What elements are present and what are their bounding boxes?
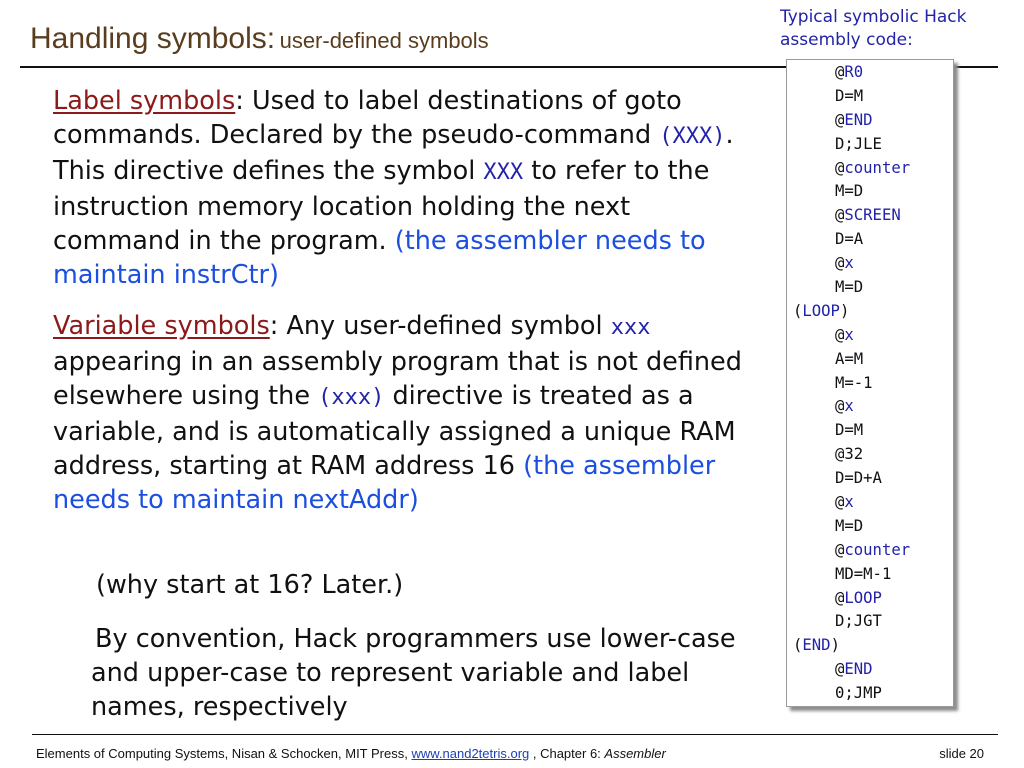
code-line: @x bbox=[835, 493, 854, 512]
code-token: (XXX) bbox=[659, 124, 726, 149]
code-symbol: x bbox=[844, 325, 854, 344]
code-line: @x bbox=[835, 254, 854, 273]
code-line: @x bbox=[835, 397, 854, 416]
code-symbol: R0 bbox=[844, 63, 864, 81]
code-hint bbox=[780, 6, 966, 52]
code-symbol: x bbox=[844, 254, 854, 273]
code-line: MD=M-1 bbox=[835, 564, 892, 583]
code-line: @SCREEN bbox=[835, 206, 901, 225]
variable-symbols-paragraph: Variable symbols: Any user-defined symbol xxx appearing in an assembly program that is not defined elsewhere using the (xxx) directive is treated as a variable, and is automatically assigned a unique RAM address, starting at RAM address 16 (the assembler needs to maintain nextAddr) bbox=[53, 311, 742, 515]
footer: Elements of Computing Systems, Nisan & Schocken, MIT Press, www.nand2tetris.org , Chapter 6: Assembler bbox=[36, 746, 666, 761]
code-line: @END bbox=[835, 660, 873, 679]
nand2tetris-link[interactable]: www.nand2tetris.org bbox=[411, 746, 530, 761]
code-line: @END bbox=[835, 110, 873, 129]
code-line: M=D bbox=[835, 516, 864, 535]
code-token: xxx bbox=[610, 315, 651, 340]
code-line: D;JLE bbox=[835, 134, 882, 153]
code-line: M=D bbox=[835, 182, 864, 201]
code-symbol: END bbox=[844, 110, 873, 129]
code-hint-line: Typical symbolic Hack bbox=[780, 7, 967, 27]
code-symbol: END bbox=[802, 636, 831, 655]
code-line: 0;JMP bbox=[835, 684, 882, 703]
assembler-note: (the assembler needs to maintain nextAddr) bbox=[53, 451, 716, 515]
code-line: @LOOP bbox=[835, 588, 882, 607]
code-line: D;JGT bbox=[835, 612, 882, 631]
why-note: (why start at 16? Later.) bbox=[96, 570, 404, 600]
convention-paragraph: By convention, Hack programmers use lower-case and upper-case to represent variable and label names, respectively bbox=[91, 624, 736, 722]
assembler-note: (the assembler needs to maintain instrCtr) bbox=[53, 226, 706, 290]
code-line: M=D bbox=[835, 278, 864, 297]
footer-divider bbox=[32, 734, 998, 735]
code-listing bbox=[786, 59, 954, 707]
code-hint-line: assembly code: bbox=[780, 30, 913, 50]
code-line: (LOOP) bbox=[793, 301, 850, 320]
code-line: D=M bbox=[835, 86, 864, 105]
code-symbol: counter bbox=[844, 158, 911, 177]
code-symbol: x bbox=[844, 493, 854, 512]
code-symbol: LOOP bbox=[802, 301, 840, 320]
code-symbol: END bbox=[844, 660, 873, 679]
code-line: @R0 bbox=[835, 63, 864, 81]
page-title bbox=[30, 22, 489, 56]
title-sub: user-defined symbols bbox=[279, 28, 489, 53]
code-symbol: LOOP bbox=[844, 588, 882, 607]
code-line: D=A bbox=[835, 230, 864, 249]
code-line: (END) bbox=[793, 636, 840, 655]
label-symbols-paragraph: Label symbols: Used to label destinations of goto commands. Declared by the pseudo-command (XXX). This directive defines the symbol XXX to refer to the instruction memory location holding the next command in the program. (the assembler needs to maintain instrCtr) bbox=[53, 86, 734, 290]
title-main: Handling symbols: bbox=[30, 22, 276, 55]
code-line: M=-1 bbox=[835, 373, 873, 392]
code-symbol: counter bbox=[844, 540, 911, 559]
code-token: (xxx) bbox=[318, 385, 385, 410]
code-line: @32 bbox=[835, 445, 864, 464]
code-line: A=M bbox=[835, 349, 864, 368]
code-token: XXX bbox=[483, 160, 524, 185]
code-line: @counter bbox=[835, 540, 911, 559]
slide-number: slide 20 bbox=[939, 746, 984, 761]
code-line: @counter bbox=[835, 158, 911, 177]
label-symbols-term: Label symbols bbox=[53, 86, 236, 116]
code-line: @x bbox=[835, 325, 854, 344]
code-line: D=D+A bbox=[835, 469, 882, 488]
chapter-name: Assembler bbox=[604, 746, 666, 761]
code-symbol: x bbox=[844, 397, 854, 416]
variable-symbols-term: Variable symbols bbox=[53, 311, 270, 341]
code-symbol: SCREEN bbox=[844, 206, 901, 225]
code-line: D=M bbox=[835, 421, 864, 440]
